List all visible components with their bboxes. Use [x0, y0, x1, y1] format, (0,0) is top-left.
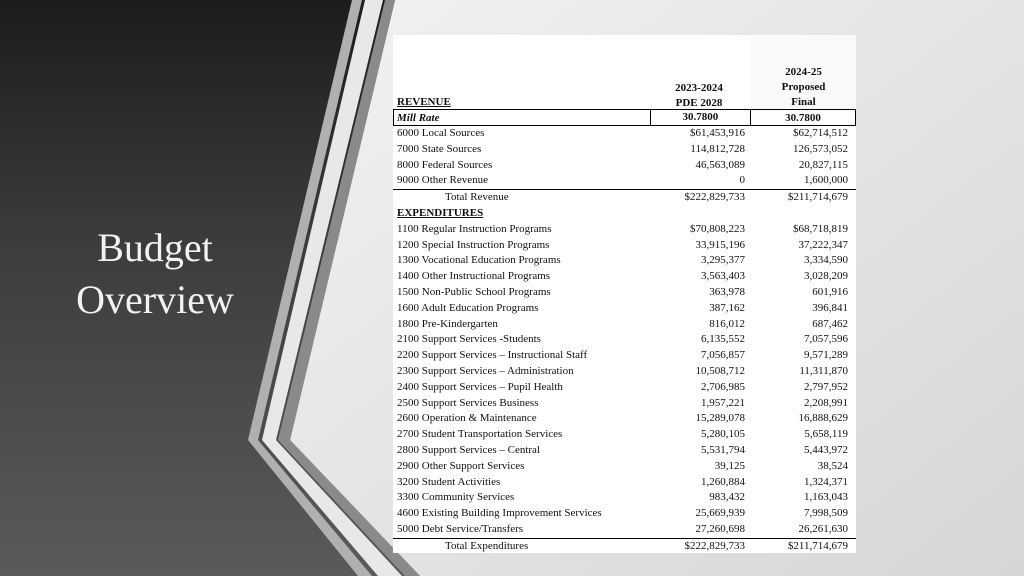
row-value-2024: 5,658,119: [804, 428, 848, 441]
row-value-2024: $62,714,512: [793, 127, 848, 139]
expenditure-row: [393, 380, 856, 396]
expenditure-row: [393, 396, 856, 412]
row-value-2024: 37,222,347: [798, 238, 848, 251]
row-value-2023: $70,808,223: [690, 222, 745, 235]
expenditure-row: [393, 253, 856, 269]
row-value-2024: 16,888,629: [798, 412, 848, 425]
revenue-row: [393, 158, 856, 174]
row-value-2023: 7,056,857: [701, 349, 745, 362]
row-value-2024: 3,028,209: [804, 270, 848, 283]
row-label: 5000 Debt Service/Transfers: [397, 522, 524, 535]
row-value-2024: 687,462: [812, 317, 848, 330]
revenue-heading: REVENUE: [397, 96, 451, 108]
row-value-2024: 26,261,630: [798, 522, 848, 535]
row-label: Total Revenue: [445, 191, 509, 204]
row-label: 8000 Federal Sources: [397, 158, 493, 171]
table-header: [393, 35, 856, 111]
revenue-row: [393, 142, 856, 158]
row-value-2023: 46,563,089: [695, 158, 745, 171]
header-col-2024: 2024-25 Proposed Final: [781, 66, 826, 108]
row-label: 1300 Vocational Education Programs: [397, 254, 561, 267]
row-value-2024: 3,334,590: [804, 254, 848, 267]
row-label: 1500 Non-Public School Programs: [397, 285, 551, 298]
revenue-row: [393, 126, 856, 142]
expenditure-row: [393, 301, 856, 317]
expenditure-row: [393, 332, 856, 348]
row-label: 1800 Pre-Kindergarten: [397, 317, 498, 330]
expenditures-heading: [393, 206, 856, 222]
expenditure-row: [393, 506, 856, 522]
row-value-2024: 1,163,043: [804, 491, 848, 504]
row-label: 2700 Student Transportation Services: [397, 428, 563, 441]
expenditure-row: [393, 475, 856, 491]
row-label: 1100 Regular Instruction Programs: [397, 222, 552, 235]
expenditure-row: [393, 443, 856, 459]
row-value-2023: $61,453,916: [690, 127, 745, 139]
row-label: 2400 Support Services – Pupil Health: [397, 380, 563, 393]
row-value-2023: 363,978: [709, 285, 745, 298]
row-value-2023: 3,295,377: [701, 254, 745, 267]
row-value-2023: $222,829,733: [684, 539, 745, 552]
expenditure-row: [393, 522, 856, 538]
row-value-2023: 27,260,698: [695, 522, 745, 535]
row-value-2024: 601,916: [812, 285, 848, 298]
row-value-2023: 114,812,728: [690, 142, 745, 155]
expenditure-row: [393, 459, 856, 475]
row-label: 1400 Other Instructional Programs: [397, 270, 551, 283]
row-value-2023: 5,280,105: [701, 428, 745, 441]
row-value-2024: 20,827,115: [798, 158, 848, 171]
expenditure-row: [393, 269, 856, 285]
row-label: 2500 Support Services Business: [397, 396, 539, 409]
row-value-2023: 387,162: [709, 301, 745, 314]
mill-rate-row: [393, 109, 856, 126]
row-label: 2200 Support Services – Instructional Staff: [397, 349, 588, 362]
row-value-2023: 0: [739, 174, 745, 187]
row-label: 1200 Special Instruction Programs: [397, 238, 550, 251]
row-value-2024: $211,714,679: [787, 191, 848, 204]
row-value-2024: 2,208,991: [804, 396, 848, 409]
row-value-2024: 11,311,870: [799, 364, 848, 377]
total-revenue-row: [393, 189, 856, 206]
row-value-2023: 983,432: [709, 491, 745, 504]
slide-title-line2: Overview: [76, 277, 234, 322]
row-value-2024: 126,573,052: [793, 142, 848, 155]
row-value-2024: 1,600,000: [804, 174, 848, 187]
row-value-2023: 5,531,794: [701, 443, 745, 456]
expenditure-row: [393, 222, 856, 238]
row-label: 3200 Student Activities: [397, 475, 501, 488]
row-value-2023: 10,508,712: [695, 364, 745, 377]
row-label: 2300 Support Services – Administration: [397, 364, 574, 377]
total-expenditures-row: [393, 538, 856, 555]
header-col-2023: 2023-2024 PDE 2028: [675, 82, 723, 109]
row-value-2023: 2,706,985: [701, 380, 745, 393]
row-value-2024: $68,718,819: [793, 222, 848, 235]
row-value-2024: 1,324,371: [804, 475, 848, 488]
row-value-2023: 1,260,884: [701, 475, 745, 488]
expenditure-row: [393, 317, 856, 333]
mill-rate-2024: 30.7800: [785, 111, 821, 124]
expenditure-row: [393, 238, 856, 254]
expenditure-row: [393, 427, 856, 443]
row-value-2024: 7,057,596: [804, 333, 848, 346]
row-value-2024: 396,841: [812, 301, 848, 314]
mill-rate-label: Mill Rate: [397, 111, 440, 124]
row-label: 2900 Other Support Services: [397, 459, 525, 472]
row-value-2023: 6,135,552: [701, 333, 745, 346]
row-value-2023: 33,915,196: [695, 238, 745, 251]
row-value-2023: 25,669,939: [695, 507, 745, 520]
expenditure-row: [393, 490, 856, 506]
expenditure-row: [393, 285, 856, 301]
row-value-2024: 9,571,289: [804, 349, 848, 362]
expenditure-row: [393, 411, 856, 427]
row-value-2023: 39,125: [714, 459, 745, 472]
row-label: 6000 Local Sources: [397, 127, 485, 139]
mill-rate-2023: 30.7800: [650, 110, 751, 125]
row-label: 9000 Other Revenue: [397, 174, 489, 187]
row-label: 4600 Existing Building Improvement Services: [397, 507, 602, 520]
row-label: 3300 Community Services: [397, 491, 515, 504]
expenditure-row: [393, 348, 856, 364]
row-label: Total Expenditures: [445, 539, 529, 552]
row-value-2023: $222,829,733: [684, 191, 745, 204]
table-body: [393, 126, 856, 555]
expenditure-row: [393, 364, 856, 380]
row-label: 2800 Support Services – Central: [397, 443, 540, 456]
budget-table: [393, 35, 856, 553]
revenue-row: [393, 173, 856, 189]
row-value-2024: 7,998,509: [804, 507, 848, 520]
row-value-2024: $211,714,679: [787, 539, 848, 552]
row-label: 2100 Support Services -Students: [397, 333, 541, 346]
row-value-2023: 3,563,403: [701, 270, 745, 283]
row-value-2023: 816,012: [709, 317, 745, 330]
slide-title: [40, 222, 270, 326]
row-label: 2600 Operation & Maintenance: [397, 412, 537, 425]
row-label: 7000 State Sources: [397, 142, 482, 155]
row-value-2023: 15,289,078: [695, 412, 745, 425]
row-label: 1600 Adult Education Programs: [397, 301, 539, 314]
row-value-2024: 2,797,952: [804, 380, 848, 393]
row-label: EXPENDITURES: [397, 206, 484, 219]
row-value-2024: 5,443,972: [804, 443, 848, 456]
row-value-2024: 38,524: [817, 459, 848, 472]
slide-title-line1: Budget: [97, 225, 213, 270]
row-value-2023: 1,957,221: [701, 396, 745, 409]
